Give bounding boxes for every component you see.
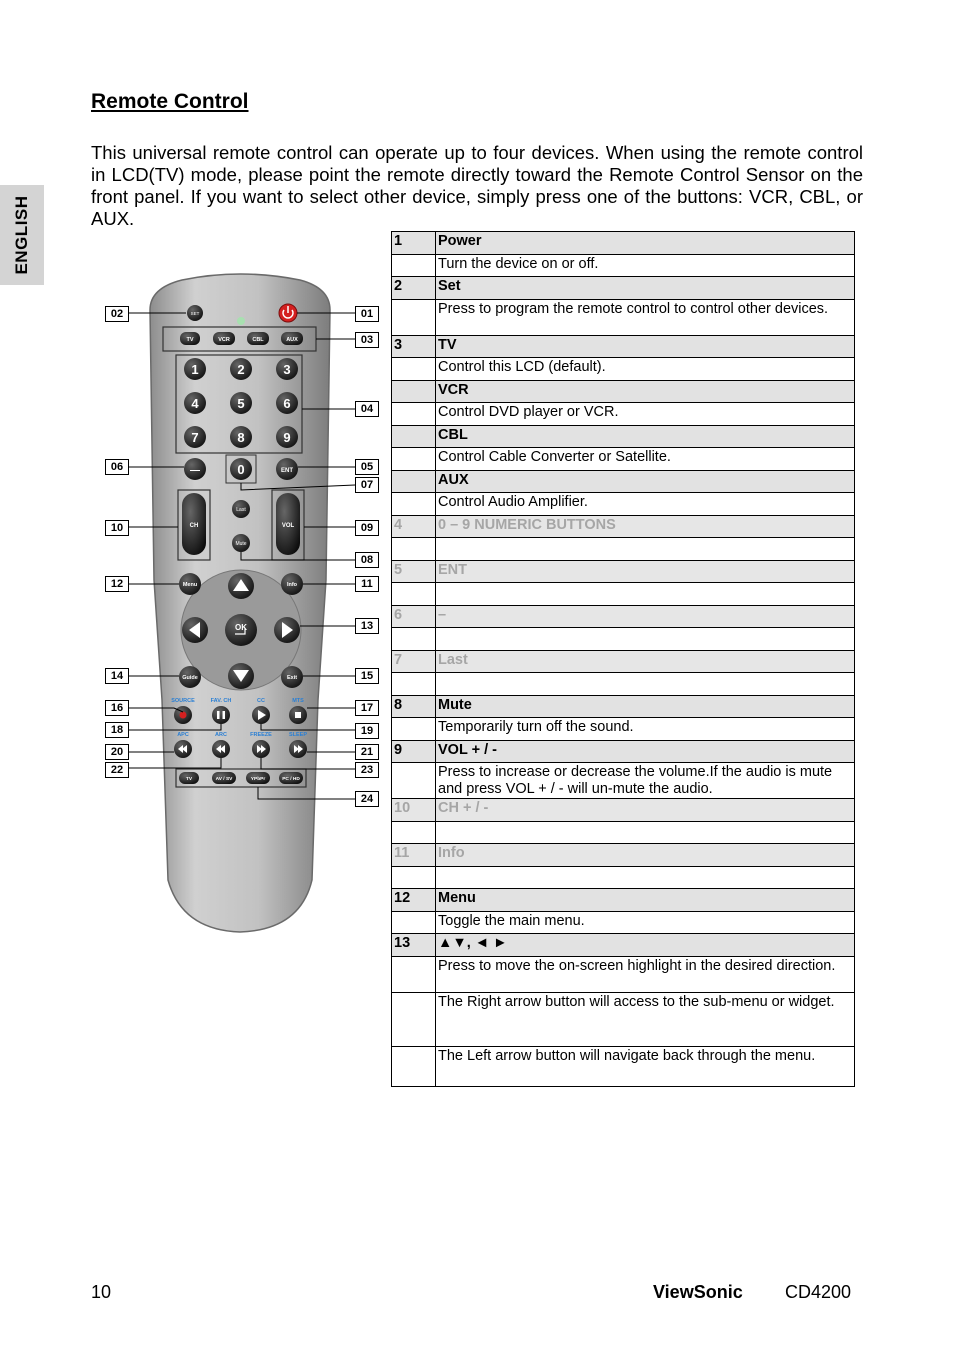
svg-text:AV / SV: AV / SV [215, 777, 233, 782]
page-number: 10 [91, 1282, 112, 1302]
svg-text:CC: CC [257, 698, 265, 704]
table-row [392, 605, 854, 627]
callout-21: 21 [355, 744, 379, 760]
row-number [392, 1047, 436, 1086]
row-text: Temporarily turn off the sound. [438, 719, 634, 735]
svg-text:2: 2 [237, 362, 245, 377]
row-number [392, 426, 436, 447]
callout-22: 22 [105, 762, 129, 778]
button-description-table [391, 231, 855, 1087]
callout-19: 19 [355, 723, 379, 739]
table-row [392, 866, 854, 888]
table-row [392, 492, 854, 515]
row-number: 9 [392, 741, 436, 762]
table-row [392, 821, 854, 843]
svg-text:Last: Last [236, 507, 246, 513]
callout-17: 17 [355, 700, 379, 716]
svg-text:FAV. CH: FAV. CH [210, 698, 232, 704]
row-number [392, 763, 436, 798]
table-row [392, 254, 854, 276]
row-number [392, 822, 436, 843]
row-text [436, 583, 854, 605]
svg-text:Menu: Menu [182, 582, 198, 588]
svg-text:3: 3 [283, 362, 291, 377]
svg-text:SLEEP: SLEEP [288, 732, 308, 738]
row-text: Set [438, 278, 461, 294]
table-row [392, 582, 854, 605]
row-number: 5 [392, 561, 436, 582]
callout-01: 01 [355, 306, 379, 322]
row-number [392, 493, 436, 515]
row-text: Last [438, 652, 468, 668]
row-number [392, 718, 436, 740]
row-number [392, 673, 436, 695]
svg-text:9: 9 [283, 430, 291, 445]
table-row [392, 911, 854, 933]
callout-02: 02 [105, 306, 129, 322]
row-number [392, 957, 436, 992]
callout-11: 11 [355, 576, 379, 592]
row-text: CH + / - [438, 800, 489, 816]
ir-indicator [237, 317, 245, 325]
remote-svg [100, 270, 390, 940]
svg-text:0: 0 [237, 462, 245, 477]
row-number: 7 [392, 651, 436, 672]
row-number: 2 [392, 277, 436, 299]
row-number: 11 [392, 844, 436, 866]
row-number: 4 [392, 516, 436, 537]
table-row [392, 447, 854, 470]
row-text [436, 538, 854, 560]
row-text: TV [438, 337, 457, 353]
intro-paragraph: This universal remote control can operate up to four devices. When using the remote control in LCD(TV) mode, please point the remote directly toward the Remote Control Sensor on the front panel. If you want to select other device, simply press one of the buttons: VCR, CBL, or AUX. [91, 142, 863, 229]
row-number [392, 403, 436, 425]
row-number [392, 471, 436, 492]
row-text: Toggle the main menu. [438, 913, 585, 929]
svg-text:—: — [190, 465, 200, 476]
table-row [392, 933, 854, 956]
row-text: – [438, 607, 447, 623]
row-number: 6 [392, 606, 436, 627]
svg-text:6: 6 [283, 396, 291, 411]
table-row [392, 798, 854, 821]
row-number [392, 300, 436, 335]
row-number: 12 [392, 889, 436, 911]
pause-button [212, 706, 230, 724]
row-text: Control this LCD (default). [438, 359, 606, 375]
callout-24: 24 [355, 791, 379, 807]
table-row [392, 515, 854, 537]
table-row [392, 537, 854, 560]
callout-04: 04 [355, 401, 379, 417]
row-number: 13 [392, 934, 436, 956]
table-row [392, 695, 854, 717]
row-number: 3 [392, 336, 436, 357]
row-number: 1 [392, 232, 436, 254]
row-number: 10 [392, 799, 436, 821]
row-text: AUX [438, 472, 469, 488]
svg-text:TV: TV [185, 777, 193, 782]
row-text: ▲▼, ◄ ► [438, 935, 508, 951]
row-text: Menu [438, 890, 476, 906]
callout-23: 23 [355, 762, 379, 778]
table-row [392, 299, 854, 335]
table-row [392, 357, 854, 380]
row-number [392, 583, 436, 605]
row-text: CBL [438, 427, 468, 443]
row-number [392, 538, 436, 560]
svg-text:ARC: ARC [215, 732, 227, 738]
row-text: VCR [438, 382, 469, 398]
row-number: 8 [392, 696, 436, 717]
model-number: CD4200 [785, 1282, 852, 1302]
callout-12: 12 [105, 576, 129, 592]
row-text: Press to move the on-screen highlight in the desired direction. [438, 958, 836, 974]
svg-text:PC / HD: PC / HD [282, 777, 300, 782]
section-heading: Remote Control [91, 90, 249, 113]
svg-text:VCR: VCR [218, 337, 230, 343]
callout-10: 10 [105, 520, 129, 536]
svg-text:VOL: VOL [281, 523, 295, 529]
table-row [392, 992, 854, 1046]
row-number [392, 628, 436, 650]
callout-08: 08 [355, 552, 379, 568]
callout-07: 07 [355, 477, 379, 493]
svg-text:CBL: CBL [252, 337, 264, 343]
remote-control-illustration [100, 270, 390, 945]
svg-text:AUX: AUX [286, 337, 298, 343]
set-button-label: SET [190, 311, 200, 316]
svg-text:MTS: MTS [292, 698, 304, 704]
table-row [392, 627, 854, 650]
callout-06: 06 [105, 459, 129, 475]
row-text [436, 822, 854, 843]
svg-text:CH: CH [189, 523, 199, 529]
row-text: Control Cable Converter or Satellite. [438, 449, 671, 465]
table-row [392, 335, 854, 357]
svg-text:7: 7 [191, 430, 199, 445]
svg-text:8: 8 [237, 430, 245, 445]
row-text: Mute [438, 697, 472, 713]
svg-text:1: 1 [191, 362, 199, 377]
row-text: Info [438, 845, 465, 861]
table-row [392, 650, 854, 672]
row-text: Press to program the remote control to control other devices. [438, 301, 829, 317]
table-row [392, 672, 854, 695]
svg-text:YPbPr: YPbPr [250, 777, 266, 782]
language-tab [0, 185, 44, 285]
row-text [436, 628, 854, 650]
table-row [392, 425, 854, 447]
table-row [392, 740, 854, 762]
row-text: Control Audio Amplifier. [438, 494, 588, 510]
svg-text:Mute: Mute [235, 541, 247, 547]
brand-name: ViewSonic [653, 1282, 743, 1302]
svg-text:OK: OK [235, 623, 247, 632]
row-number [392, 381, 436, 402]
row-text: Control DVD player or VCR. [438, 404, 619, 420]
svg-text:ENT: ENT [281, 468, 293, 474]
row-text: 0 – 9 NUMERIC BUTTONS [438, 517, 616, 533]
callout-20: 20 [105, 744, 129, 760]
row-number [392, 912, 436, 933]
row-text: Power [438, 233, 482, 249]
callout-14: 14 [105, 668, 129, 684]
table-row [392, 717, 854, 740]
table-row [392, 276, 854, 299]
row-number [392, 867, 436, 888]
table-row [392, 762, 854, 798]
svg-text:Exit: Exit [286, 675, 298, 681]
table-row [392, 1046, 854, 1086]
table-row [392, 843, 854, 866]
callout-03: 03 [355, 332, 379, 348]
svg-text:APC: APC [177, 732, 189, 738]
callout-18: 18 [105, 722, 129, 738]
row-number [392, 448, 436, 470]
row-text: VOL + / - [438, 742, 497, 758]
language-label: ENGLISH [12, 195, 31, 275]
row-text: The Right arrow button will access to the sub-menu or widget. [438, 994, 835, 1010]
row-text [436, 673, 854, 695]
svg-text:FREEZE: FREEZE [250, 732, 272, 738]
row-text [436, 867, 854, 888]
svg-text:Info: Info [286, 582, 298, 588]
row-number [392, 358, 436, 380]
table-row [392, 888, 854, 911]
callout-16: 16 [105, 700, 129, 716]
row-text: ENT [438, 562, 467, 578]
row-text: Press to increase or decrease the volume.If the audio is mute and press VOL + / - will un-mute the audio. [438, 764, 833, 797]
callout-09: 09 [355, 520, 379, 536]
table-row [392, 402, 854, 425]
callout-15: 15 [355, 668, 379, 684]
row-text: Turn the device on or off. [438, 256, 599, 272]
svg-text:4: 4 [191, 396, 199, 411]
table-row [392, 231, 854, 254]
table-row [392, 560, 854, 582]
callout-13: 13 [355, 618, 379, 634]
table-row [392, 956, 854, 992]
row-number [392, 993, 436, 1046]
svg-text:5: 5 [237, 396, 245, 411]
callout-05: 05 [355, 459, 379, 475]
svg-text:Guide: Guide [182, 675, 198, 681]
row-text: The Left arrow button will navigate back through the menu. [438, 1048, 816, 1064]
svg-text:SOURCE: SOURCE [171, 698, 195, 704]
svg-text:TV: TV [186, 337, 194, 343]
table-row [392, 380, 854, 402]
table-row [392, 470, 854, 492]
row-number [392, 255, 436, 276]
